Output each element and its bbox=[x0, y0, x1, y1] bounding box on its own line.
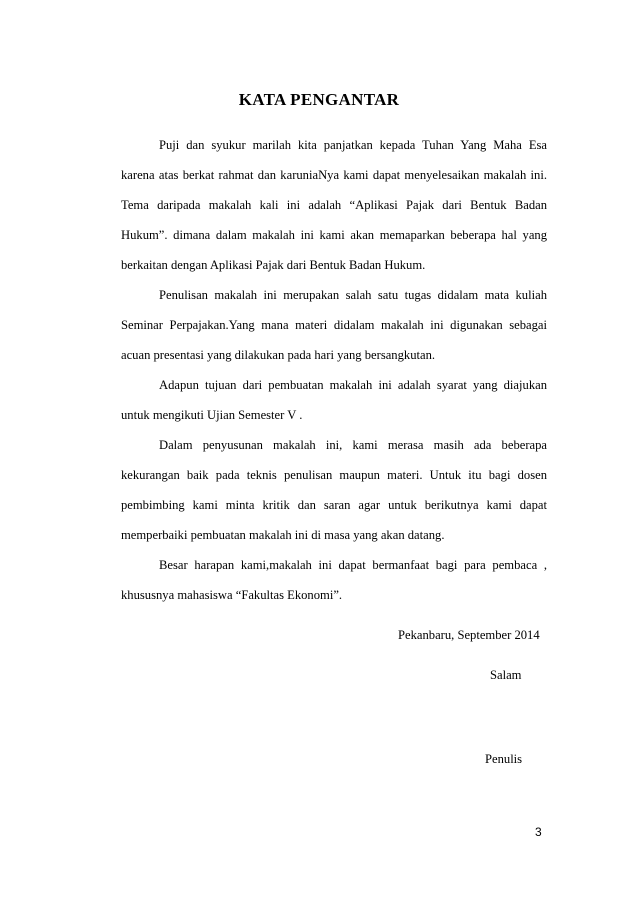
paragraph-line: kekurangan baik pada teknis penulisan maupun materi. Untuk itu bagi dosen bbox=[121, 468, 547, 482]
paragraph-line: Puji dan syukur marilah kita panjatkan kepada Tuhan Yang Maha Esa bbox=[159, 138, 547, 152]
paragraph-line: Penulisan makalah ini merupakan salah satu tugas didalam mata kuliah bbox=[159, 288, 547, 302]
page-title: KATA PENGANTAR bbox=[238, 90, 400, 109]
paragraph-line: Besar harapan kami,makalah ini dapat bermanfaat bagi para pembaca , bbox=[159, 558, 547, 572]
paragraph-5 bbox=[121, 550, 547, 610]
paragraph-line: karena atas berkat rahmat dan karuniaNya kami dapat menyelesaikan makalah ini. bbox=[121, 168, 547, 182]
document-body bbox=[121, 130, 547, 610]
paragraph-line: Dalam penyusunan makalah ini, kami merasa masih ada beberapa bbox=[159, 438, 547, 452]
signature-author: Penulis bbox=[485, 752, 523, 766]
signature-greeting: Salam bbox=[490, 668, 522, 682]
paragraph-line: untuk mengikuti Ujian Semester V . bbox=[121, 408, 303, 422]
paragraph-1 bbox=[121, 130, 547, 280]
paragraph-line: berkaitan dengan Aplikasi Pajak dari Bentuk Badan Hukum. bbox=[121, 258, 426, 272]
paragraph-line: Hukum”. dimana dalam makalah ini kami akan memaparkan beberapa hal yang bbox=[121, 228, 547, 242]
paragraph-line: Seminar Perpajakan.Yang mana materi didalam makalah ini digunakan sebagai bbox=[121, 318, 547, 332]
page-number: 3 bbox=[535, 825, 542, 839]
paragraph-2 bbox=[121, 280, 547, 370]
paragraph-line: memperbaiki pembuatan makalah ini di masa yang akan datang. bbox=[121, 528, 445, 542]
paragraph-line: Adapun tujuan dari pembuatan makalah ini adalah syarat yang diajukan bbox=[159, 378, 547, 392]
paragraph-line: khususnya mahasiswa “Fakultas Ekonomi”. bbox=[121, 588, 343, 602]
signature-place-date: Pekanbaru, September 2014 bbox=[398, 628, 540, 642]
paragraph-line: pembimbing kami minta kritik dan saran agar untuk berikutnya kami dapat bbox=[121, 498, 547, 512]
paragraph-4 bbox=[121, 430, 547, 550]
paragraph-3 bbox=[121, 370, 547, 430]
paragraph-line: acuan presentasi yang dilakukan pada hari yang bersangkutan. bbox=[121, 348, 436, 362]
paragraph-line: Tema daripada makalah kali ini adalah “Aplikasi Pajak dari Bentuk Badan bbox=[121, 198, 547, 212]
